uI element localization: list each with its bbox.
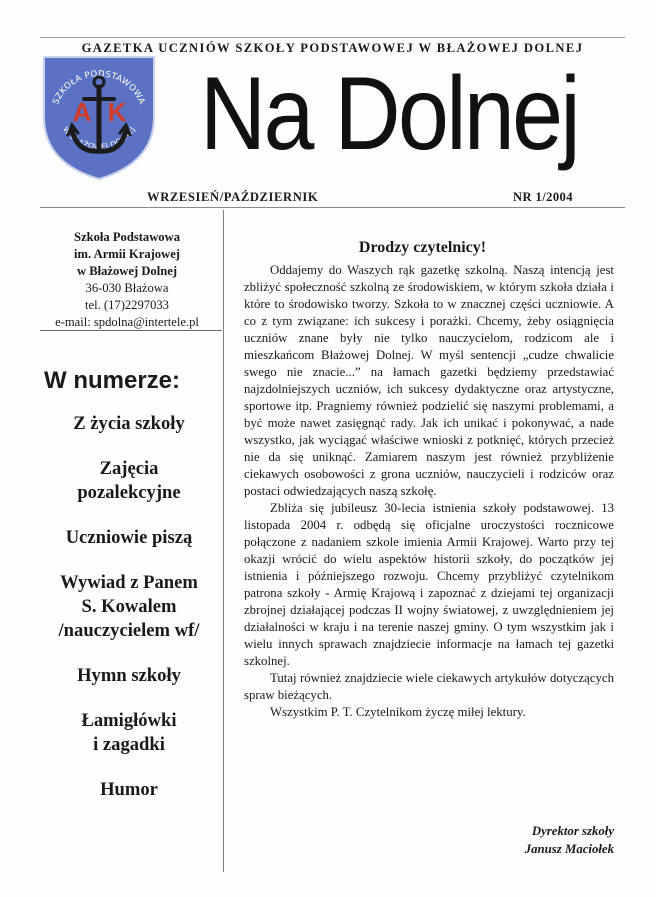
logo-letter-left: A (72, 97, 92, 127)
contents-item-line: Z życia szkoły (73, 413, 185, 434)
header-rule (40, 207, 625, 208)
contents-item-line: S. Kowalem (81, 596, 177, 617)
school-logo (38, 53, 160, 183)
letter-paragraph: Tutaj również znajdziecie wiele ciekawych artykułów dotyczących spraw bieżących. (244, 671, 614, 702)
signature-block (420, 822, 614, 858)
signature-name: Janusz Maciołek (524, 842, 614, 856)
contents-list (30, 412, 228, 823)
top-rule (40, 37, 625, 38)
contents-item (30, 709, 228, 757)
contents-item (30, 778, 228, 802)
contents-item (30, 457, 228, 505)
letter-paragraph: Oddajemy do Waszych rąk gazetkę szkolną. Naszą intencją jest zbliżyć społeczność szkolną ze środowiskiem, w którym szkoła działa i które to środowisko tworzy. Szkoła to w znacznej części uczniowie. A co z tym związane: ich sukcesy i porażki. Chcemy, żeby osiągnięcia uczniów znane były nie tylko nauczycielom, rodzicom ale i mieszkańcom Błażowej Dolnej. W myśl sentencji „cudze chwalicie swego nie znacie...” na łamach gazetki będziemy przedstawiać najzdolniejszych uczniów, ich sukcesy dydaktyczne oraz artystyczne, sportowe itp. Pragniemy również podzielić się naszymi problemami, a być może nawet zasięgnąć rady. Jak ich unikać i pokonywać, a nade wszystko, jak wyciągać właściwe wnioski z potknięć, których przecież nie da się uniknąć. Zamiarem naszym jest również przybliżenie ciekawych osobowości z grona uczniów, nauczycieli i rodziców oraz postaci odwiedzających naszą szkołę. (244, 263, 614, 498)
address-line: im. Armii Krajowej (74, 247, 180, 261)
contents-item-line: /nauczycielem wf/ (58, 620, 200, 641)
phone-number: tel. (17)2297033 (85, 298, 169, 312)
newsletter-title: Na Dolnej (200, 56, 579, 172)
logo-text-bottom: W BŁAŻOWEJ DOLNEJ (61, 124, 137, 152)
issue-number: NR 1/2004 (513, 190, 573, 204)
letter-paragraph: Wszystkim P. T. Czytelnikom życzę miłej lektury. (270, 705, 526, 719)
school-address (36, 229, 218, 331)
contents-item-line: pozalekcyjne (77, 482, 181, 503)
contents-item-line: Zajęcia (99, 458, 159, 479)
address-line: Szkoła Podstawowa (73, 230, 180, 244)
contents-item-line: Humor (100, 779, 158, 800)
contents-heading: W numerze: (44, 367, 181, 394)
contents-item-line: i zagadki (93, 734, 165, 755)
contents-item-line: Uczniowie piszą (65, 527, 193, 548)
logo-text-top: SZKOŁA PODSTAWOWA (51, 69, 147, 107)
letter-heading: Drodzy czytelnicy! (358, 239, 487, 256)
publisher-line: GAZETKA UCZNIÓW SZKOŁY PODSTAWOWEJ W BŁAŻOWEJ DOLNEJ (81, 41, 584, 55)
email-address: e-mail: spdolna@intertele.pl (55, 315, 199, 329)
signature-title: Dyrektor szkoły (531, 824, 614, 838)
contents-item (30, 664, 228, 688)
contents-item (30, 526, 228, 550)
contents-item (30, 571, 228, 643)
issue-date: WRZESIEŃ/PAŹDZIERNIK (147, 190, 319, 204)
contents-item (30, 412, 228, 436)
letter-paragraph: Zbliża się jubileusz 30-lecia istnienia szkoły podstawowej. 13 listopada 2004 r. odbędą się oficjalne uroczystości rocznicowe połączone z nadaniem szkole imienia Armii Krajowej. Warto przy tej okazji wrócić do wielu aspektów historii szkoły, do początków jej istnienia i późniejszego rozwoju. Chcemy przybliżyć czytelnikom patrona szkoły - Armię Krajową i zapoznać z dziejami tej organizacji zbrojnej działającej podczas II wojny światowej, z uwzględnieniem jej działalności w kraju i na terenie naszej gminy. O tym wszystkim jak i wielu innych sprawach znajdziecie informacje na łamach tej gazetki szkolnej. (244, 501, 614, 668)
address-line: 36-030 Błażowa (85, 281, 169, 295)
contents-item-line: Wywiad z Panem (60, 572, 198, 593)
contents-item-line: Łamigłówki (81, 710, 177, 731)
address-line: w Błażowej Dolnej (76, 264, 178, 278)
logo-letter-right: K (107, 97, 127, 127)
letter-body (244, 262, 614, 721)
sidebar-rule (40, 330, 222, 331)
contents-item-line: Hymn szkoły (77, 665, 181, 686)
